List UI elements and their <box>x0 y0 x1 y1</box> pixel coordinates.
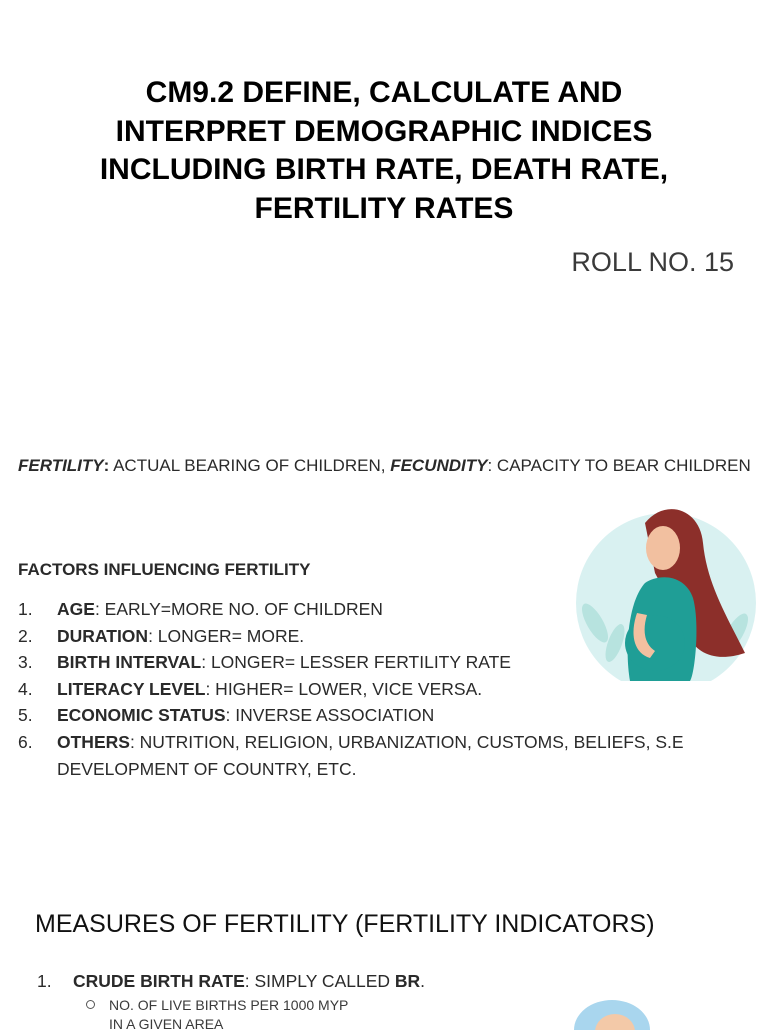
item-number: 3. <box>18 652 33 673</box>
title-line: INCLUDING BIRTH RATE, DEATH RATE, <box>99 153 669 186</box>
item-number: 4. <box>18 678 33 699</box>
item-abbr: BR <box>394 971 421 991</box>
fecundity-definition: : CAPACITY TO BEAR CHILDREN <box>487 456 751 475</box>
item-number: 1. <box>18 599 33 619</box>
list-item <box>37 971 425 992</box>
title-line: INTERPRET DEMOGRAPHIC INDICES <box>115 114 653 148</box>
item-text: : EARLY=MORE NO. OF CHILDREN <box>94 599 383 619</box>
pregnant-woman-illustration <box>575 503 757 681</box>
item-number: 6. <box>18 731 33 752</box>
item-text: : LONGER= MORE. <box>148 625 305 646</box>
item-text: : NUTRITION, RELIGION, URBANIZATION, CUSTOMS, BELIEFS, S.E DEVELOPMENT OF COUNTRY, ETC. <box>57 731 684 779</box>
belly-shape <box>625 615 685 671</box>
list-item <box>18 729 758 782</box>
factors-heading: FACTORS INFLUENCING FERTILITY <box>18 560 311 579</box>
fertility-colon: : <box>103 456 110 475</box>
item-text: : HIGHER= LOWER, VICE VERSA. <box>205 678 483 699</box>
item-number: 5. <box>18 705 33 726</box>
list-item <box>18 702 758 729</box>
sub-item <box>86 997 348 1013</box>
title-slide <box>0 0 768 380</box>
title-line: FERTILITY RATES <box>254 191 514 225</box>
item-term: BIRTH INTERVAL <box>57 652 202 673</box>
item-term: CRUDE BIRTH RATE <box>73 971 245 991</box>
sub-item-text: IN A GIVEN AREA <box>109 1016 224 1032</box>
item-term: DURATION <box>57 625 149 646</box>
title-line: CM9.2 DEFINE, CALCULATE AND <box>145 76 623 109</box>
item-term: LITERACY LEVEL <box>57 678 206 699</box>
fertility-definition: ACTUAL BEARING OF CHILDREN, <box>109 456 391 475</box>
item-text: : LONGER= LESSER FERTILITY RATE <box>201 652 511 673</box>
item-term: ECONOMIC STATUS <box>57 705 226 726</box>
sub-item <box>86 1016 223 1032</box>
measures-heading: MEASURES OF FERTILITY (FERTILITY INDICATORS) <box>35 910 655 938</box>
item-end: . <box>420 971 426 991</box>
roll-number: ROLL NO. 15 <box>571 247 734 277</box>
fertility-term: FERTILITY <box>18 456 104 475</box>
item-term: AGE <box>57 599 95 619</box>
baby-illustration <box>570 990 650 1030</box>
item-text: : INVERSE ASSOCIATION <box>225 705 435 726</box>
item-text: : SIMPLY CALLED <box>244 971 395 991</box>
item-term: OTHERS <box>57 731 130 752</box>
slide-title <box>60 74 708 228</box>
circle-bullet-icon <box>86 1000 95 1009</box>
sub-item-text: NO. OF LIVE BIRTHS PER 1000 MYP <box>109 997 349 1013</box>
fecundity-term: FECUNDITY <box>390 456 488 475</box>
definitions <box>18 453 758 479</box>
face-shape <box>646 526 680 570</box>
item-number: 2. <box>18 625 33 646</box>
item-number: 1. <box>37 971 52 991</box>
